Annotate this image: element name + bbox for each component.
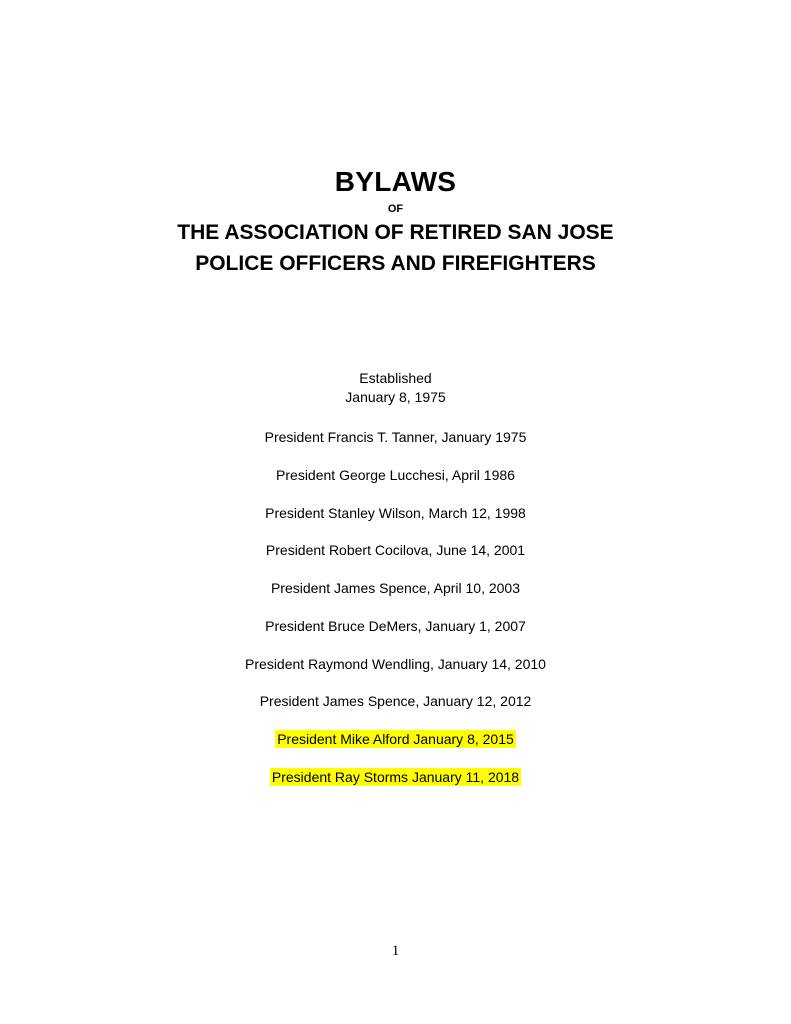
- president-entry-text: President Bruce DeMers, January 1, 2007: [265, 617, 526, 634]
- title-of: OF: [387, 203, 404, 215]
- president-entry-text: President Raymond Wendling, January 14, 2010: [245, 655, 546, 672]
- president-entry-text: President Stanley Wilson, March 12, 1998: [265, 504, 526, 521]
- established-label: Established: [359, 370, 432, 386]
- president-entry-text: President Mike Alford January 8, 2015: [277, 731, 514, 747]
- president-entry-highlighted: [0, 726, 791, 764]
- president-entry: [0, 575, 791, 613]
- president-entry: [0, 688, 791, 726]
- organization-name-line-2: POLICE OFFICERS AND FIREFIGHTERS: [195, 252, 596, 275]
- president-entry: [0, 462, 791, 500]
- established-date: January 8, 1975: [345, 389, 446, 405]
- president-entry: [0, 613, 791, 651]
- document-title: BYLAWS: [334, 166, 457, 197]
- president-entry-text: President Robert Cocilova, June 14, 2001: [265, 542, 526, 559]
- president-entry-text: President Francis T. Tanner, January 1975: [264, 429, 527, 445]
- president-entry-text: President Ray Storms January 11, 2018: [271, 768, 520, 785]
- president-entry: [0, 651, 791, 689]
- president-entry-text: President George Lucchesi, April 1986: [276, 466, 515, 483]
- president-list: [0, 424, 791, 802]
- president-entry: [0, 424, 791, 462]
- president-entry-text: President James Spence, January 12, 2012: [259, 693, 532, 710]
- organization-name-line-1: THE ASSOCIATION OF RETIRED SAN JOSE: [177, 221, 614, 244]
- page-number: 1: [391, 943, 400, 959]
- president-entry-highlighted: [0, 764, 791, 802]
- president-entry-text: President James Spence, April 10, 2003: [270, 580, 521, 596]
- president-entry: [0, 500, 791, 538]
- president-entry: [0, 537, 791, 575]
